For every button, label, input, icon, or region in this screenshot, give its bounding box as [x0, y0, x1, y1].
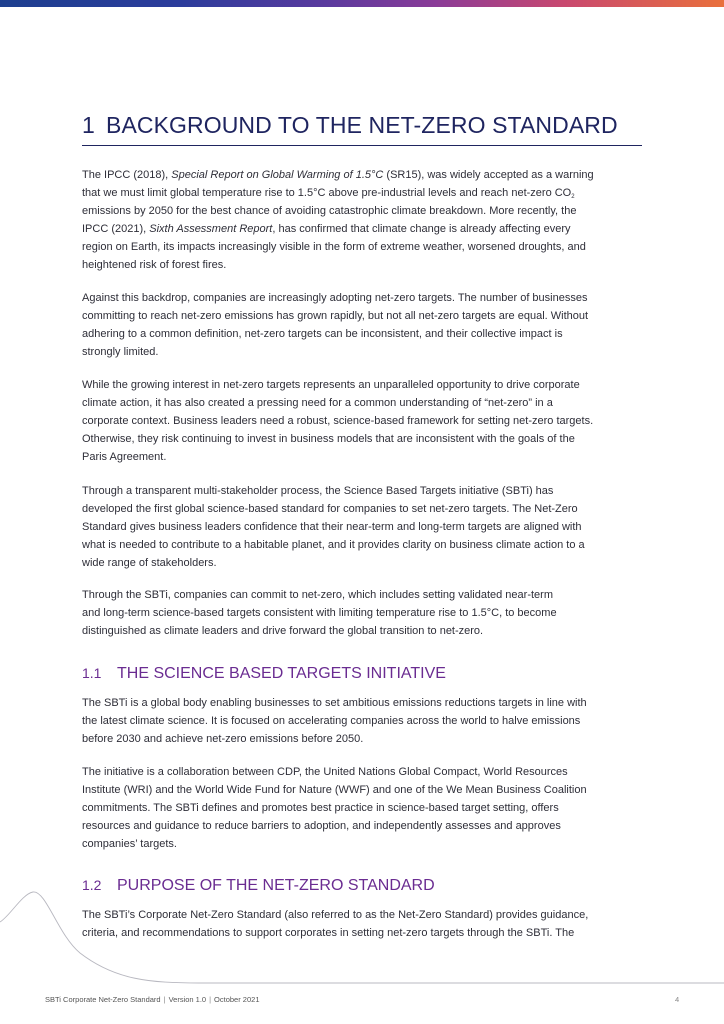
section-number: 1	[82, 112, 95, 138]
text-run: IPCC (2021),	[82, 223, 150, 235]
text-line: companies’ targets.	[82, 838, 177, 850]
footer-version: Version 1.0	[168, 995, 207, 1004]
section-heading	[82, 112, 642, 146]
text-line: The SBTi is a global body enabling businesses to set ambitious emissions reductions targets in line with	[82, 697, 587, 709]
section-paragraph-1	[82, 166, 638, 274]
text-line: The initiative is a collaboration between CDP, the United Nations Global Compact, World Resources	[82, 766, 568, 778]
text-line: Against this backdrop, companies are increasingly adopting net-zero targets. The number of businesses	[82, 292, 588, 304]
subsection-1-1-paragraph-1	[82, 694, 638, 748]
text-line: climate action, it has also created a pressing need for a common understanding of “net-zero” in a	[82, 397, 553, 409]
section-paragraph-2	[82, 289, 638, 361]
text-line: Otherwise, they risk continuing to invest in business models that are inconsistent with the goals of the	[82, 433, 575, 445]
text-line: Paris Agreement.	[82, 451, 167, 463]
subsection-heading-1-2	[82, 877, 435, 895]
footer-separator: |	[163, 995, 166, 1004]
text-line: commitments. The SBTi defines and promotes best practice in science-based target setting, offers	[82, 802, 559, 814]
text-line: adhering to a common definition, net-zero targets can be inconsistent, and their collective impact is	[82, 328, 563, 340]
text-line: The SBTi’s Corporate Net-Zero Standard (also referred to as the Net-Zero Standard) provides guidance,	[82, 909, 589, 921]
subsection-heading-1-1	[82, 665, 446, 683]
text-line: criteria, and recommendations to support corporates in setting net-zero targets through the SBTi. The	[82, 927, 575, 939]
text-line: heightened risk of forest fires.	[82, 259, 227, 271]
subsection-number: 1.1	[82, 665, 102, 681]
text-line: strongly limited.	[82, 346, 159, 358]
subsection-1-1-paragraph-2	[82, 763, 638, 853]
text-run: The IPCC (2018),	[82, 169, 172, 181]
report-title-ar6: Sixth Assessment Report	[149, 223, 273, 235]
section-paragraph-3	[82, 376, 638, 466]
text-line: wide range of stakeholders.	[82, 557, 217, 569]
section-title: BACKGROUND TO THE NET-ZERO STANDARD	[106, 112, 618, 138]
text-line: the latest climate science. It is focused on accelerating companies across the world to halve emissions	[82, 715, 581, 727]
subsection-number: 1.2	[82, 877, 102, 893]
report-title-sr15: Special Report on Global Warming of 1.5°C	[171, 169, 384, 181]
page-number: 4	[675, 995, 680, 1004]
top-gradient-bar	[0, 0, 724, 7]
text-line: region on Earth, its impacts increasingly visible in the form of extreme weather, worsened droughts, and	[82, 241, 586, 253]
text-line: Through the SBTi, companies can commit to net-zero, which includes setting validated near-term	[82, 589, 553, 601]
text-line: While the growing interest in net-zero targets represents an unparalleled opportunity to drive corporate	[82, 379, 580, 391]
text-line: emissions by 2050 for the best chance of avoiding catastrophic climate breakdown. More recently, the	[82, 205, 577, 217]
section-paragraph-5	[82, 586, 638, 640]
text-line: Institute (WRI) and the World Wide Fund for Nature (WWF) and one of the We Mean Business Coalition	[82, 784, 587, 796]
text-run: , has confirmed that climate change is already affecting every	[272, 223, 571, 235]
subsection-title: PURPOSE OF THE NET-ZERO STANDARD	[117, 877, 435, 894]
text-line: distinguished as climate leaders and drive forward the global transition to net-zero.	[82, 625, 484, 637]
footer	[45, 995, 260, 1004]
co2-subscript: 2	[571, 194, 575, 200]
subsection-1-2-paragraph-1	[82, 906, 638, 942]
text-line: what is needed to contribute to a habitable planet, and it provides clarity on business climate action to a	[82, 539, 585, 551]
footer-document-title: SBTi Corporate Net-Zero Standard	[45, 995, 161, 1004]
text-run: that we must limit global temperature rise to 1.5°C above pre-industrial levels and reach net-zero CO	[82, 187, 572, 199]
subsection-title: THE SCIENCE BASED TARGETS INITIATIVE	[117, 665, 446, 682]
section-paragraph-4	[82, 482, 638, 572]
text-run: (SR15), was widely accepted as a warning	[383, 169, 594, 181]
text-line: committing to reach net-zero emissions has grown rapidly, but not all net-zero targets are equal. Without	[82, 310, 589, 322]
footer-separator: |	[209, 995, 212, 1004]
text-line: Through a transparent multi-stakeholder process, the Science Based Targets initiative (SBTi) has	[82, 485, 554, 497]
text-line: Standard gives business leaders confidence that their near-term and long-term targets are aligned with	[82, 521, 582, 533]
footer-date: October 2021	[214, 995, 260, 1004]
text-line: corporate context. Business leaders need a robust, science-based framework for setting net-zero targets.	[82, 415, 594, 427]
text-line: before 2030 and achieve net-zero emissions before 2050.	[82, 733, 364, 745]
text-line: resources and guidance to reduce barriers to adoption, and independently assesses and approves	[82, 820, 561, 832]
text-line: developed the first global science-based standard for companies to set net-zero targets. The Net-Zero	[82, 503, 578, 515]
text-line: and long-term science-based targets consistent with limiting temperature rise to 1.5°C, to become	[82, 607, 557, 619]
